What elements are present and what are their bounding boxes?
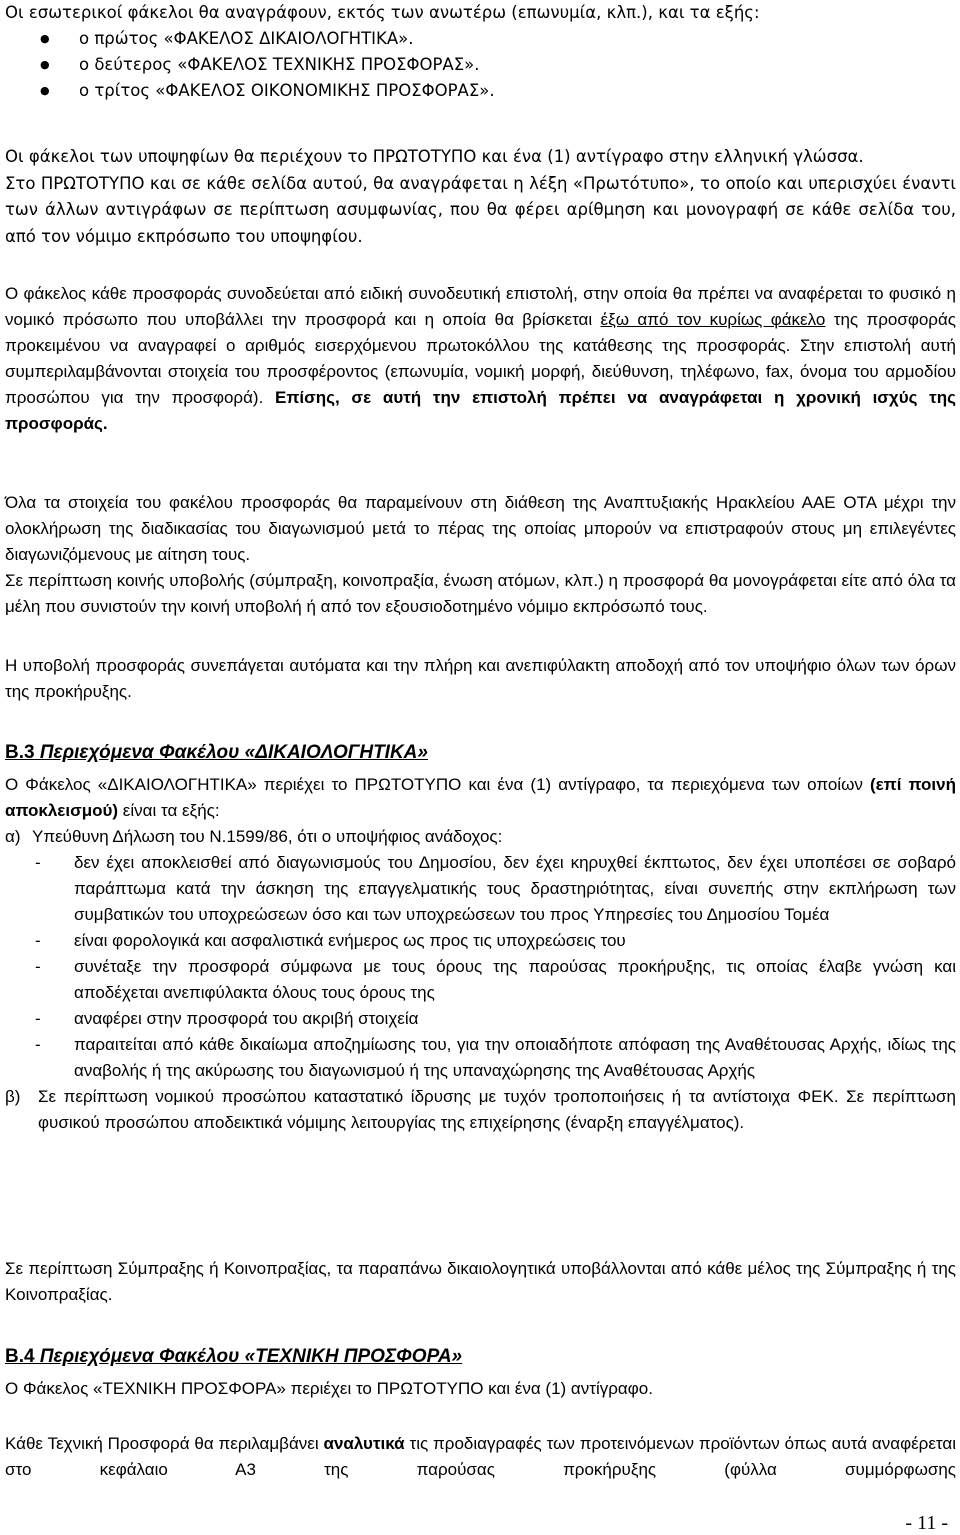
cover-letter-paragraph: Ο φάκελος κάθε προσφοράς συνοδεύεται από ειδική συνοδευτική επιστολή, στην οποία θα πρέπει να αναφέρεται το φυσικό η νομικό πρόσωπο που υποβάλλει την προσφορά και η οποία θα βρίσκεται έξω από τον κυρίως φάκελο της προσφοράς προκειμένου να αναγραφεί ο αριθμός εισερχόμενου πρωτοκόλλου της κατάθεσης της προσφοράς. Στην επιστολή αυτή συμπεριλαμβάνονται στοιχεία του προσφέροντος (επωνυμία, νομική μορφή, διεύθυνση, τηλέφωνο, fax, όνομα του αρμοδίου προσώπου για την προσφορά). Επίσης, σε αυτή την επιστολή πρέπει να αναγράφεται η χρονική ισχύς της προσφοράς. [5, 284, 956, 433]
underlined-phrase: έξω από τον κυρίως φάκελο [600, 310, 826, 329]
page-number: - 11 - [905, 1512, 948, 1534]
joint-submission-paragraph: Σε περίπτωση κοινής υποβολής (σύμπραξη, κοινοπραξία, ένωση ατόμων, κλπ.) η προσφορά θα μονογράφεται είτε από όλα τα μέλη που συνιστούν την κοινή υποβολή ή από τον εξουσιοδοτημένο νόμιμο εκπρόσωπό τους. [5, 571, 956, 616]
acceptance-paragraph: Η υποβολή προσφοράς συνεπάγεται αυτόματα και την πλήρη και ανεπιφύλακτη αποδοχή από τον υποψήφιο όλων των όρων της προκήρυξης. [5, 656, 956, 701]
item-a: α) Υπεύθυνη Δήλωση του Ν.1599/86, ότι ο υποψήφιος ανάδοχος: [5, 827, 503, 846]
bold-validity-note: Επίσης, σε αυτή την επιστολή πρέπει να αναγράφεται η χρονική ισχύς της προσφοράς. [5, 388, 956, 433]
declaration-item: - αναφέρει στην προσφορά του ακριβή στοιχεία [35, 1009, 419, 1028]
copies-line: Οι φάκελοι των υποψηφίων θα περιέχουν το ΠΡΩΤΟΤΥΠΟ και ένα (1) αντίγραφο στην ελληνική γλώσσα. [5, 147, 864, 166]
remain-paragraph: Όλα τα στοιχεία του φακέλου προσφοράς θα παραμείνουν στη διάθεση της Αναπτυξιακής Ηρακλείου ΑΑΕ ΟΤΑ μέχρι την ολοκλήρωση της διαδικασίας του διαγωνισμού μετά το πέρας της οποίας μπορούν να επιστραφούν στους μη επιλεγέντες διαγωνιζόμενους με αίτηση τους. [5, 493, 956, 564]
bullet-item: ● ο τρίτος «ΦΑΚΕΛΟΣ ΟΙΚΟΝΟΜΙΚΗΣ ΠΡΟΣΦΟΡΑΣ». [5, 78, 956, 104]
declaration-item: - είναι φορολογικά και ασφαλιστικά ενήμερος ως προς τις υποχρεώσεις του [35, 931, 626, 950]
declaration-item: - δεν έχει αποκλεισθεί από διαγωνισμούς του Δημοσίου, δεν έχει κηρυχθεί έκπτωτος, δεν έχει υποπέσει σε σοβαρό παράπτωμα κατά την άσκηση της επαγγελματικής τους δραστηριότητας, είναι συνεπής στην εκπλήρωση των συμβατικών του υποχρεώσεων όσο και των υποχρεώσεων του προς Υπηρεσίες του Δημοσίου Τομέα [35, 853, 956, 924]
bold-analytical: αναλυτικά [323, 1434, 405, 1453]
b4-intro: Ο Φάκελος «ΤΕΧΝΙΚΗ ΠΡΟΣΦΟΡΑ» περιέχει το ΠΡΩΤΟΤΥΠΟ και ένα (1) αντίγραφο. [5, 1379, 653, 1398]
declaration-list [5, 850, 956, 1084]
declaration-item: - συνέταξε την προσφορά σύμφωνα με τους όρους της παρούσας προκήρυξης, τις οποίας έλαβε γνώση και αποδέχεται ανεπιφύλακτα όλους τους όρους της [35, 957, 956, 1002]
folder-bullet-list [5, 26, 956, 104]
section-heading-b3: Β.3 Περιεχόμενα Φακέλου «ΔΙΚΑΙΟΛΟΓΗΤΙΚΑ» [5, 742, 428, 763]
b3-intro: Ο Φάκελος «ΔΙΚΑΙΟΛΟΓΗΤΙΚΑ» περιέχει το ΠΡΩΤΟΤΥΠΟ και ένα (1) αντίγραφο, τα περιεχόμενα των οποίων (επί ποινή αποκλεισμού) είναι τα εξής: [5, 775, 956, 820]
intro-line: Οι εσωτερικοί φάκελοι θα αναγράφουν, εκτός των ανωτέρω (επωνυμία, κλπ.), και τα εξής: [5, 3, 760, 22]
b4-paragraph: Κάθε Τεχνική Προσφορά θα περιλαμβάνει αναλυτικά τις προδιαγραφές των προτεινόμενων προϊόντων όπως αυτά αναφέρεται στο κεφάλαιο Α3 της παρούσας προκήρυξης (φύλλα συμμόρφωσης [5, 1434, 956, 1479]
penalty-note: (επί ποινή αποκλεισμού) [5, 775, 956, 820]
item-b: β) Σε περίπτωση νομικού προσώπου καταστατικό ίδρυσης με τυχόν τροποποιήσεις ή τα αντίστοιχα ΦΕΚ. Σε περίπτωση φυσικού προσώπου αποδεικτικά νόμιμης λειτουργίας της επιχείρησης (έναρξη επαγγέλματος). [5, 1087, 956, 1132]
declaration-item: - παραιτείται από κάθε δικαίωμα αποζημίωσης του, για την οποιαδήποτε απόφαση της Αναθέτουσας Αρχής, ιδίως της αναβολής ή της ακύρωσης του διαγωνισμού ή της υπαναχώρησης της Αναθέτουσας Αρχής [35, 1035, 956, 1080]
section-heading-b4: Β.4 Περιεχόμενα Φακέλου «ΤΕΧΝΙΚΗ ΠΡΟΣΦΟΡΑ» [5, 1346, 463, 1367]
bullet-item: ● ο πρώτος «ΦΑΚΕΛΟΣ ΔΙΚΑΙΟΛΟΓΗΤΙΚΑ». [5, 26, 956, 52]
original-paragraph: Στο ΠΡΩΤΟΤΥΠΟ και σε κάθε σελίδα αυτού, θα αναγράφεται η λέξη «Πρωτότυπο», το οποίο και υπερισχύει έναντι των άλλων αντιγράφων σε περίπτωση ασυμφωνίας, που θα φέρει αρίθμηση και μονογραφή σε κάθε σελίδα του, από τον νόμιμο εκπρόσωπο του υποψηφίου. [5, 173, 956, 246]
consortium-paragraph: Σε περίπτωση Σύμπραξης ή Κοινοπραξίας, τα παραπάνω δικαιολογητικά υποβάλλονται από κάθε μέλος της Σύμπραξης ή της Κοινοπραξίας. [5, 1259, 956, 1304]
bullet-item: ● ο δεύτερος «ΦΑΚΕΛΟΣ ΤΕΧΝΙΚΗΣ ΠΡΟΣΦΟΡΑΣ». [5, 52, 956, 78]
